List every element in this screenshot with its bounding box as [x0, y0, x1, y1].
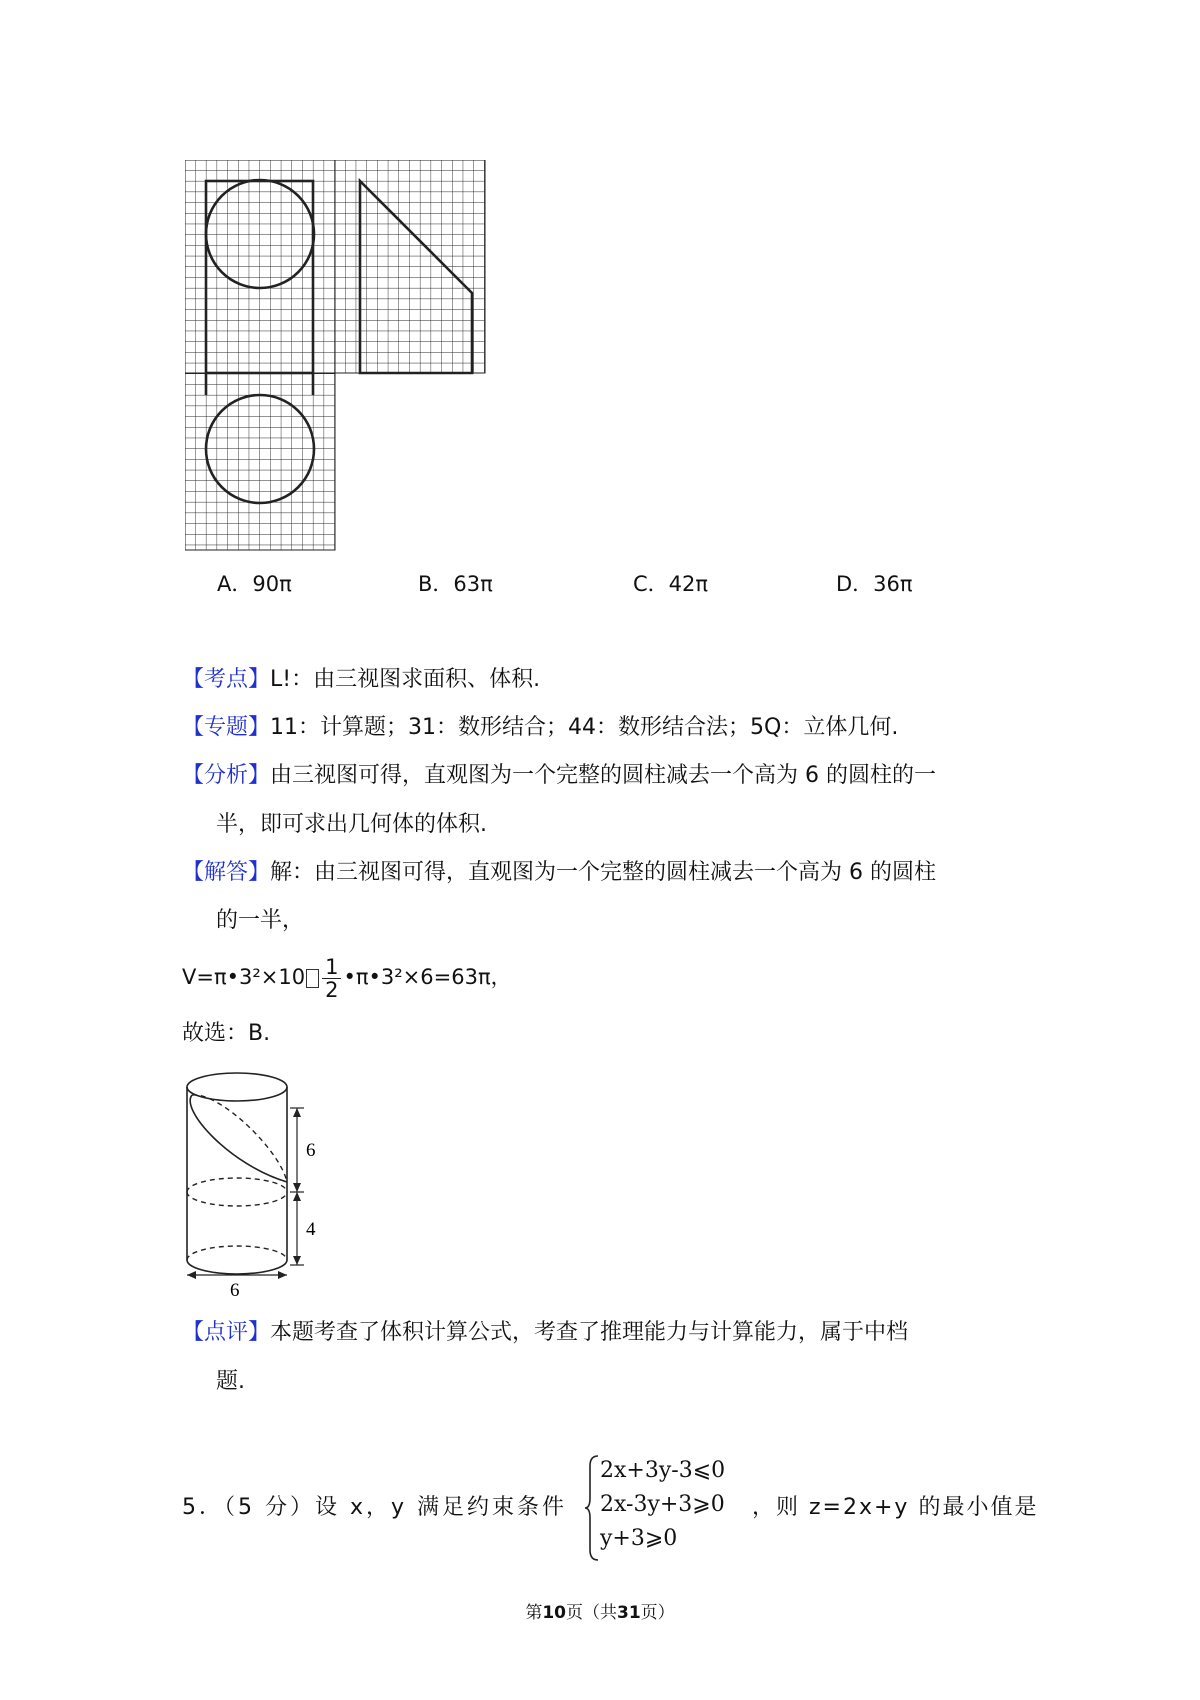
zhuanti-tag: 【专题】 [182, 715, 271, 740]
constraint-2: 2x-3y+3⩾0 [600, 1492, 725, 1517]
constraint-1: 2x+3y-3⩽0 [600, 1458, 726, 1483]
formula-part1: V=π•3²×10 [182, 965, 306, 989]
jieda-line1 [182, 858, 936, 888]
diameter-label-6: 6 [230, 1280, 240, 1300]
cases-brace [584, 1454, 600, 1562]
zhuanti-line [182, 713, 898, 743]
kaodian-tag: 【考点】 [182, 667, 271, 692]
height-label-4: 4 [306, 1219, 316, 1240]
footer-pre: 第 [525, 1603, 543, 1623]
page-footer [0, 1598, 1200, 1623]
option-a: A．90π [217, 572, 292, 596]
frac-denominator: 2 [325, 977, 339, 1002]
footer-mid: 页（共 [566, 1603, 617, 1623]
footer-post: 页） [640, 1603, 675, 1623]
jieda-tag: 【解答】 [182, 860, 271, 885]
dianping-line1 [182, 1318, 908, 1348]
constraint-system [600, 1454, 725, 1556]
fenxi-line2: 半，即可求出几何体的体积. [216, 812, 487, 837]
side-view [335, 160, 485, 373]
cylinder-figure [180, 1070, 325, 1300]
zhuanti-text: 11：计算题；31：数形结合；44：数形结合法；5Q：立体几何. [270, 715, 899, 740]
jieda-text1: 解：由三视图可得，直观图为一个完整的圆柱减去一个高为 6 的圆柱 [270, 860, 937, 885]
height-label-6: 6 [306, 1140, 316, 1161]
fenxi-text1: 由三视图可得，直观图为一个完整的圆柱减去一个高为 6 的圆柱的一 [270, 763, 937, 788]
dianping-tag: 【点评】 [182, 1320, 271, 1345]
option-b: B．63π [418, 572, 493, 596]
constraint-3: y+3⩾0 [600, 1526, 678, 1551]
kaodian-text: L!：由三视图求面积、体积. [270, 667, 541, 692]
option-d: D．36π [836, 572, 913, 596]
formula-part2: •π•3²×6=63π， [343, 965, 512, 989]
fraction-half [322, 956, 341, 1001]
option-c: C．42π [633, 572, 709, 596]
dianping-line2: 题. [216, 1369, 245, 1394]
kaodian-line [182, 665, 540, 695]
footer-page: 10 [542, 1603, 566, 1623]
three-view-figure [185, 160, 505, 555]
question5-lead: 5．（5 分）设 x，y 满足约束条件 [182, 1495, 568, 1520]
footer-total: 31 [617, 1603, 641, 1623]
question5-tail: ，则 z=2x+y 的最小值是 [752, 1495, 1039, 1520]
dianping-text1: 本题考查了体积计算公式，考查了推理能力与计算能力，属于中档 [270, 1320, 909, 1345]
frac-numerator: 1 [322, 956, 341, 979]
top-view [185, 373, 335, 550]
fenxi-tag: 【分析】 [182, 763, 271, 788]
front-view [185, 160, 335, 373]
jieda-line2: 的一半， [216, 908, 305, 933]
missing-glyph [306, 969, 319, 988]
fenxi-line1 [182, 761, 936, 791]
volume-formula [182, 950, 512, 1004]
choice-line: 故选：B. [182, 1021, 271, 1046]
